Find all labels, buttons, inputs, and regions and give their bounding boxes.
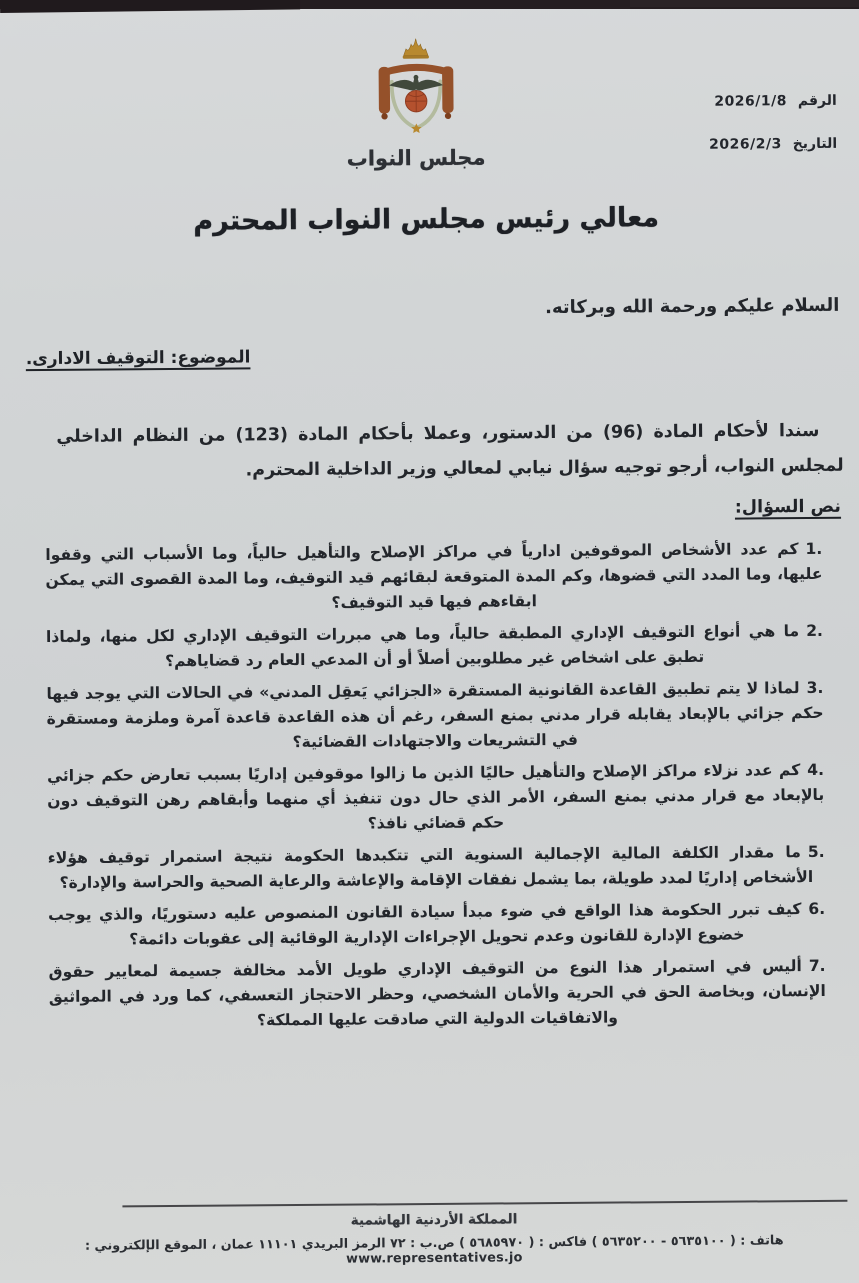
question-item-5 xyxy=(48,840,825,896)
question-text: كم عدد نزلاء مراكز الإصلاح والتأهيل حاليًا الذين ما زالوا موقوفين إداريًا بسبب تعارض حكم جزائي بالإبعاد مع قرار مدني بمنع السفر، الأمر الذي حال دون تنفيذ أي منهما وأبقاهم رهن التوقيف دون حكم قضائي نافذ؟ xyxy=(46,761,825,833)
question-number: 4. xyxy=(807,760,825,780)
question-text: كم عدد الأشخاص الموقوفين ادارياً في مراكز الإصلاح والتأهيل حالياً، وما الأسباب التي وقفوا عليها، وما المدد التي قضوها، وكم المدة المتوقعة لبقائهم قيد التوقيف، وما المدة القصوى التي يمكن ابقاءهم فيها قيد التوقيف؟ xyxy=(45,540,823,612)
reference-date-label: التاريخ xyxy=(792,135,838,152)
question-number: 2. xyxy=(806,621,824,641)
question-text-heading: نص السؤال: xyxy=(734,496,842,518)
question-number: 7. xyxy=(808,956,826,976)
org-name-calligraphy: مجلس النواب xyxy=(346,145,486,171)
intro-paragraph: سندا لأحكام المادة (96) من الدستور، وعملا بأحكام المادة (123) من النظام الداخلي لمجلس النواب، أرجو توجيه سؤال نيابي لمعالي وزير الداخلية المحترم. xyxy=(56,420,844,481)
question-text: ما مقدار الكلفة المالية الإجمالية السنوية التي تتكبدها الحكومة نتيجة استمرار توقيف هؤلاء الأشخاص إداريًا لمدد طويلة، بما يشمل نفقات الإقامة والإعاشة والرعاية الصحية والحراسة والإدارة؟ xyxy=(47,843,814,892)
question-item-4 xyxy=(47,758,825,839)
reference-date-value: 2026/2/3 xyxy=(709,136,782,153)
question-item-2 xyxy=(46,619,823,675)
question-item-1 xyxy=(45,537,823,618)
jordan-coat-of-arms-icon xyxy=(359,38,472,139)
question-text: كيف تبرر الحكومة هذا الواقع في ضوء مبدأ سيادة القانون المنصوص عليه دستوريًا، والذي يوجب خضوع الإدارة للقانون وعدم تحويل الإجراءات الإدارية الوقائية إلى عقوبات دائمة؟ xyxy=(48,900,802,949)
letterhead xyxy=(335,37,496,170)
question-number: 3. xyxy=(806,678,824,698)
question-item-6 xyxy=(48,897,825,953)
kingdom-name-calligraphy: المملكة الأردنية الهاشمية xyxy=(350,1211,518,1229)
reference-number xyxy=(709,93,837,111)
question-number: 5. xyxy=(807,842,825,862)
question-number: 6. xyxy=(808,899,826,919)
questions-list xyxy=(45,537,826,1042)
reference-number-value: 2026/1/8 xyxy=(714,93,788,110)
reference-block xyxy=(709,93,838,180)
question-item-3 xyxy=(46,676,824,757)
greeting-line: السلام عليكم ورحمة الله وبركاته. xyxy=(544,294,840,319)
question-text: ما هي أنواع التوقيف الإداري المطبقة حالياً، وما هي مبررات التوقيف الإداري لكل منها، ولماذا تطبق على اشخاص غير مطلوبين أصلاً أو أن المدعي العام رد قضاياهم؟ xyxy=(45,622,800,671)
footer-contact-line: هاتف : ( ٥٦٣٥١٠٠ - ٥٦٣٥٢٠٠ ) فاكس : ( ٥٦٨٥٩٧٠ ) ص.ب : ٧٢ الرمز البريدي ١١١٠١ عمان ، الموقع الإلكتروني : www.representatives.jo xyxy=(84,1233,784,1267)
subject-line: الموضوع: التوقيف الادارى. xyxy=(25,347,251,370)
question-text: أليس في استمرار هذا النوع من التوقيف الإداري طويل الأمد مخالفة جسيمة لمعايير حقوق الإنسان، وبخاصة الحق في الحرية والأمان الشخصي، وحظر الاحتجاز التعسفي، كما ورد في المواثيق والاتفاقيات الدولية التي صادقت عليها المملكة؟ xyxy=(48,957,826,1030)
reference-number-label: الرقم xyxy=(797,92,837,110)
question-number: 1. xyxy=(805,539,823,559)
letter-title: معالي رئيس مجلس النواب المحترم xyxy=(193,202,660,237)
footer-divider xyxy=(122,1200,847,1208)
reference-date xyxy=(709,136,837,154)
scanner-edge-right xyxy=(630,0,859,7)
question-text: لماذا لا يتم تطبيق القاعدة القانونية المستقرة «الجزائي يَعقِل المدني» في الحالات التي يوجد فيها حكم جزائي بالإبعاد يقابله قرار مدني بمنع السفر، رغم أن هذه القاعدة قاعدة آمرة وملزمة ومستقرة في التشريعات والاجتهادات القضائية؟ xyxy=(46,679,824,752)
question-item-7 xyxy=(49,954,827,1035)
